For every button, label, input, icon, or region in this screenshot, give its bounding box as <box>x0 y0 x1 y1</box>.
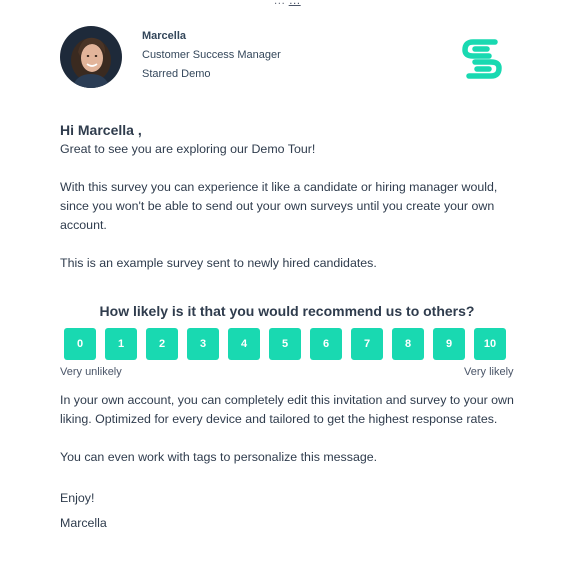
footer-line-2: You can even work with tags to personalize this message. <box>60 450 378 464</box>
nps-option-4[interactable]: 4 <box>228 328 260 360</box>
sender-info <box>142 27 281 84</box>
header-fragment-link[interactable]: … <box>288 0 301 7</box>
starred-logo-icon <box>459 36 505 82</box>
person-photo-icon <box>60 26 122 88</box>
nps-option-2[interactable]: 2 <box>146 328 178 360</box>
nps-option-0[interactable]: 0 <box>64 328 96 360</box>
nps-option-5[interactable]: 5 <box>269 328 301 360</box>
message-body <box>60 120 520 273</box>
greeting: Hi Marcella , <box>60 122 142 138</box>
message-line-2: With this survey you can experience it like a candidate or hiring manager would, since you won't be able to send out your own surveys until you create your own account. <box>60 180 498 232</box>
nps-option-6[interactable]: 6 <box>310 328 342 360</box>
sender-company: Starred Demo <box>142 68 211 80</box>
nps-option-10[interactable]: 10 <box>474 328 506 360</box>
scale-high-label: Very likely <box>464 366 514 378</box>
scale-low-label: Very unlikely <box>60 366 122 378</box>
message-line-1: Great to see you are exploring our Demo Tour! <box>60 142 316 156</box>
avatar <box>60 26 122 88</box>
nps-option-3[interactable]: 3 <box>187 328 219 360</box>
footer-line-1: In your own account, you can completely edit this invitation and survey to your own liking. Optimized for every device and tailored to get the highest response rates. <box>60 393 514 426</box>
nps-option-7[interactable]: 7 <box>351 328 383 360</box>
sender-title: Customer Success Manager <box>142 49 281 61</box>
signature: Marcella <box>60 516 107 530</box>
footer-body <box>60 391 520 536</box>
nps-option-8[interactable]: 8 <box>392 328 424 360</box>
nps-scale <box>64 328 506 360</box>
nps-option-1[interactable]: 1 <box>105 328 137 360</box>
header-fragment-text: … <box>273 0 286 7</box>
header-fragment <box>0 0 574 7</box>
message-line-3: This is an example survey sent to newly hired candidates. <box>60 256 377 270</box>
sender-name: Marcella <box>142 30 187 42</box>
nps-option-9[interactable]: 9 <box>433 328 465 360</box>
signoff-enjoy: Enjoy! <box>60 491 95 505</box>
survey-question: How likely is it that you would recommend us to others? <box>99 303 475 319</box>
sender-block <box>60 26 281 88</box>
